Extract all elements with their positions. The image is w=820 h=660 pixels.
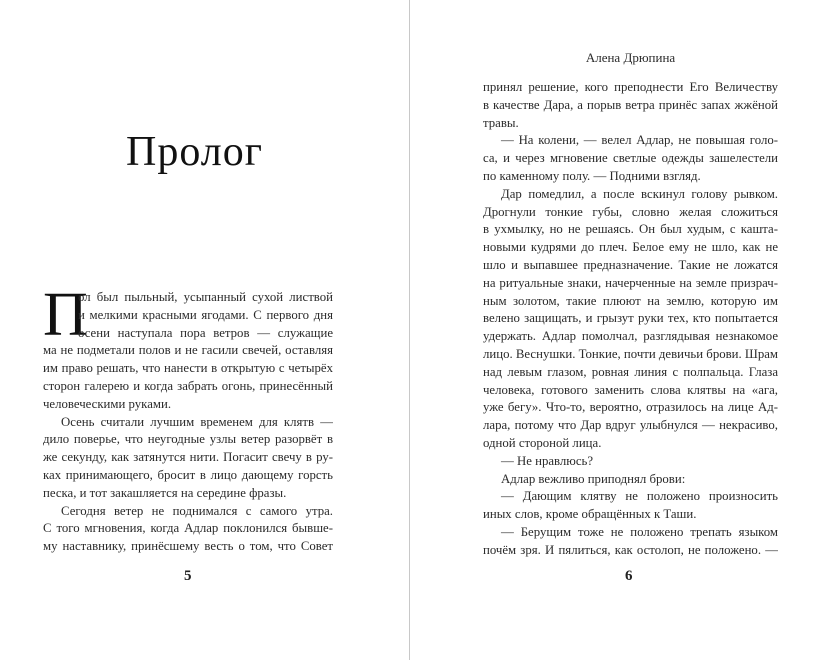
page-number-left: 5 xyxy=(184,568,192,584)
text-line: удержать. Адлар помолчал, разглядывая незнакомое xyxy=(483,329,778,344)
right-page-text xyxy=(483,79,778,560)
text-line: ол был пыльный, усыпанный сухой листвой xyxy=(78,290,333,304)
text-line: над левым глазом, ровная линия с полпальца. Глаза xyxy=(483,364,778,379)
text-line: почём зря. И пялиться, как остолоп, не положено. — xyxy=(483,542,778,557)
left-page-text xyxy=(43,281,333,556)
running-header: Алена Дрюпина xyxy=(585,50,676,65)
text-line: осени наступала пора ветров — служащие xyxy=(78,325,333,340)
text-line: Адлар вежливо приподнял брови: xyxy=(501,471,686,486)
text-line: же секунду, как затянутся нити. Погасит свечу в ру- xyxy=(43,450,333,465)
text-line: Сегодня ветер не поднимался с самого утра. xyxy=(61,503,333,518)
text-line: — Не нравлюсь? xyxy=(501,453,594,468)
text-line: Дрогнули тонкие губы, словно желая сложиться xyxy=(483,204,778,219)
text-line: лицо. Веснушки. Тонкие, почти девичьи брови. Шрам xyxy=(483,346,778,361)
text-line: ках принимающего, бросит в лицо дающему горсть xyxy=(43,467,333,482)
right-page xyxy=(411,0,820,660)
page-number-right: 6 xyxy=(625,568,633,584)
text-line: новыми кудрями до плеч. Белое ему не шло, как не xyxy=(483,240,778,255)
text-line: человека, готового заменить слова клятвы на «ага, xyxy=(483,382,778,397)
text-line: иных слов, кроме обращённых к Таши. xyxy=(483,507,697,522)
text-line: в качестве Дара, а порыв ветра принёс запах жжёной xyxy=(483,97,778,112)
text-line: велено защищать, и грызут руки тех, кто попытается xyxy=(483,311,778,326)
text-line: на ритуальные знаки, начерченные на земле призрач- xyxy=(483,275,778,290)
text-line: по каменному полу. — Подними взгляд. xyxy=(483,168,701,183)
text-line: и мелкими красными ягодами. С первого дня xyxy=(78,307,333,322)
text-line: шло и выпавшее предназначение. Такие не ложатся xyxy=(483,257,778,272)
text-line: ма не подметали полов и не гасили свечей, оставляя xyxy=(43,343,333,358)
text-line: ным золотом, такие плюют на землю, которую им xyxy=(483,293,778,308)
text-line: травы. xyxy=(483,115,519,130)
text-line: им право решать, что нанести в открытую с четырёх xyxy=(43,361,333,376)
text-line: С того мгновения, когда Адлар поклонился бывше- xyxy=(43,521,333,536)
text-line: принял решение, кого преподнести Его Величеству xyxy=(483,80,778,94)
text-line: сторон галерею и когда забрать огонь, принесённый xyxy=(43,378,333,393)
text-line: песка, и тот закашляется на середине фразы. xyxy=(43,485,287,500)
chapter-title: Пролог xyxy=(126,129,263,175)
text-line: человеческими руками. xyxy=(43,396,172,411)
text-line: Дар помедлил, а после вскинул голову рывком. xyxy=(501,186,778,201)
text-line: му наставнику, принёсшему весть о том, что Совет xyxy=(43,539,333,554)
text-line: одной стороной лица. xyxy=(483,435,602,450)
drop-cap: П xyxy=(43,281,88,349)
text-line: лара, потому что Дар вдруг улыбнулся — некрасиво, xyxy=(483,418,778,433)
text-line: са, и через мгновение светлые одежды зашелестели xyxy=(483,151,778,166)
text-line: Осень считали лучшим временем для клятв — xyxy=(61,414,333,429)
text-line: — Берущим тоже не положено трепать языком xyxy=(501,524,778,539)
text-line: уже бегу». Что-то, вероятно, отразилось на лице Ад- xyxy=(483,400,778,415)
text-line: в ухмылку, но не решаясь. Он был худым, с кашта- xyxy=(483,222,778,237)
text-line: дило поверье, что неугодные узлы ветер разорвёт в xyxy=(43,432,333,447)
page-gutter-divider xyxy=(409,0,410,660)
text-line: — Дающим клятву не положено произносить xyxy=(501,489,778,504)
text-line: — На колени, — велел Адлар, не повышая голо- xyxy=(501,133,778,148)
